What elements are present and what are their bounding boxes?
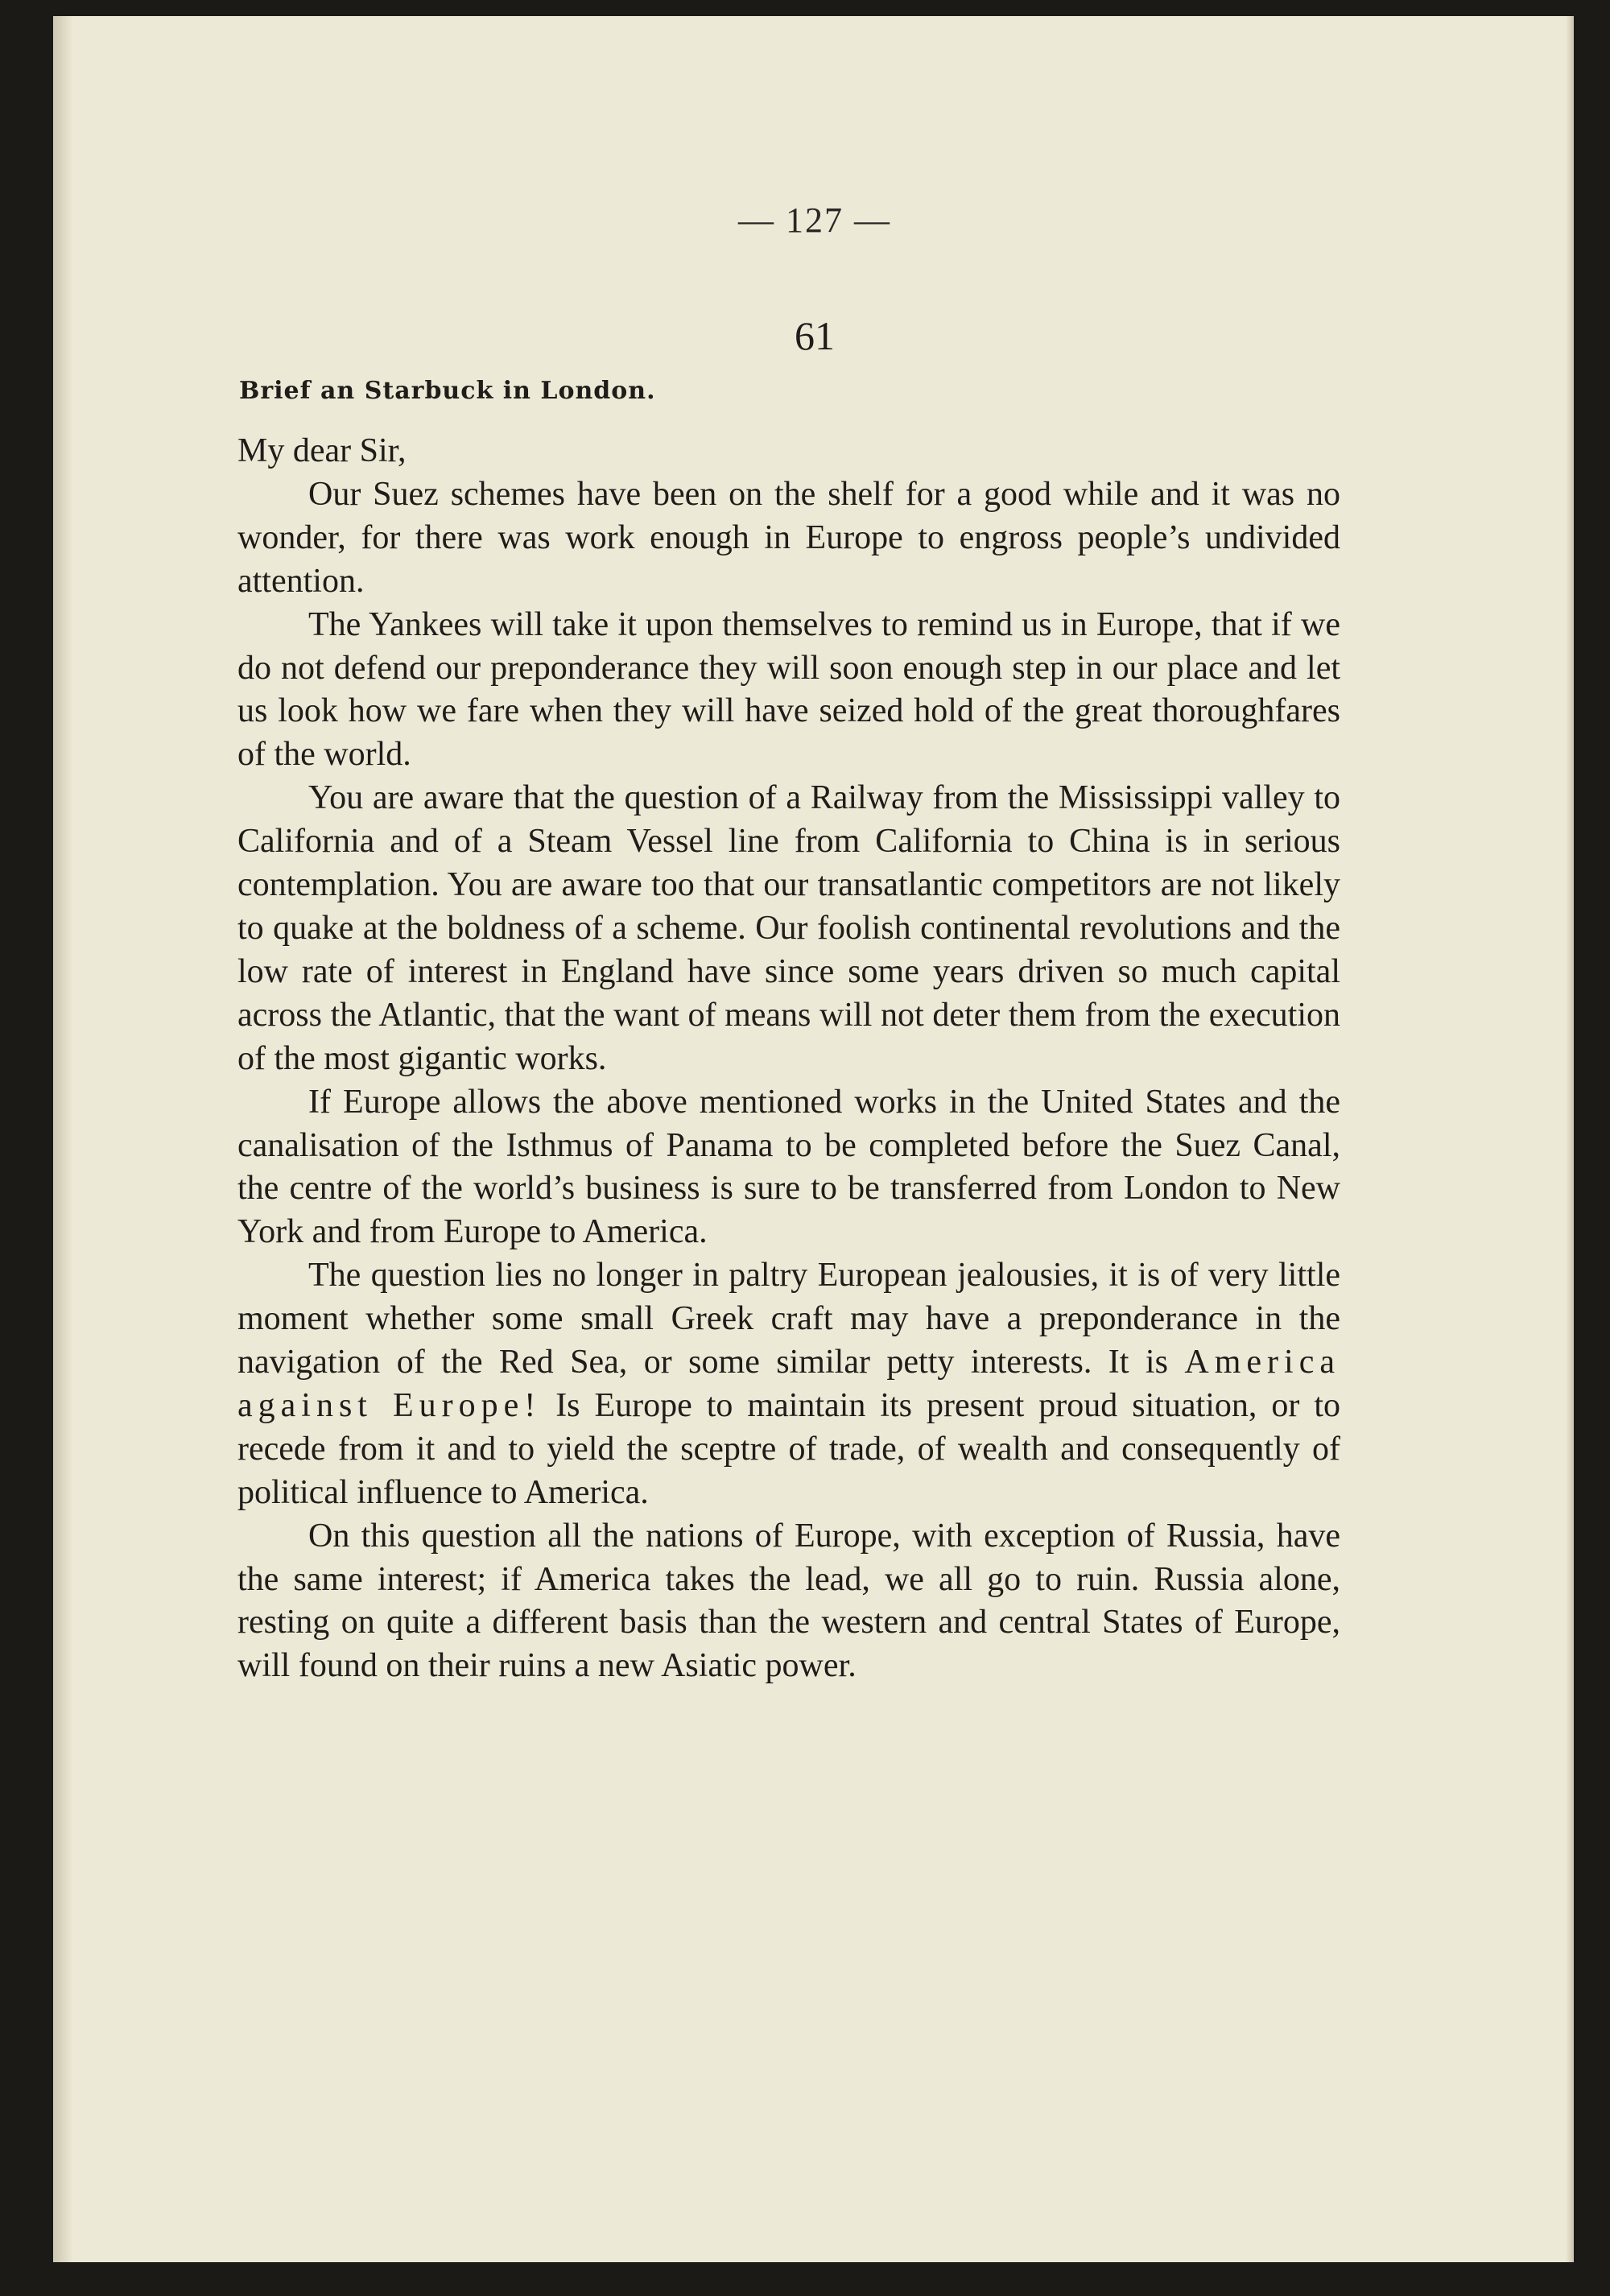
letter-body <box>237 430 1340 1688</box>
paragraph: If Europe allows the above mentioned works in the United States and the canalisation of the Isthmus of Panama to be completed before the Suez Canal, the centre of the world’s business is sure to be transferred from London to New York and from Europe to America. <box>237 1083 1340 1251</box>
salutation: My dear Sir, <box>237 432 407 469</box>
letter-number: 61 <box>795 313 835 358</box>
letter-heading: Brief an Starbuck in London. <box>239 377 656 405</box>
paragraph-text: The question lies no longer in paltry European jealousies, it is of very little moment whether some small Greek craft may have a preponderance in the navigation of the Red Sea, or some similar petty interests. It is <box>237 1257 1340 1381</box>
page-number: — 127 — <box>738 200 891 240</box>
paragraph: The Yankees will take it upon themselves to remind us in Europe, that if we do not defend our preponderance they will soon enough step in our place and let us look how we fare when they will have seized hold of the great thoroughfares of the world. <box>237 605 1340 774</box>
emphasis-text: America against Europe! <box>237 1344 1340 1424</box>
paragraph-text: Is Europe to maintain its present proud situation, or to recede from it and to yield the sceptre of trade, of wealth and consequently of political influence to America. <box>237 1386 1340 1511</box>
paragraph: On this question all the nations of Europe, with exception of Russia, have the same interest; if America takes the lead, we all go to ruin. Russia alone, resting on quite a different basis than the western and central States of Europe, will found on their ruins a new Asiatic power. <box>237 1517 1340 1685</box>
book-page <box>53 16 1574 2262</box>
paragraph: You are aware that the question of a Railway from the Mississippi valley to California and of a Steam Vessel line from California to China is in serious contemplation. You are aware too that our transatlantic competitors are not likely to quake at the boldness of a scheme. Our foolish continental revolutions and the low rate of interest in England have since some years driven so much capital across the Atlantic, that the want of means will not deter them from the execution of the most gigantic works. <box>237 779 1340 1077</box>
paragraph: Our Suez schemes have been on the shelf for a good while and it was no wonder, for there was work enough in Europe to engross people’s undivided attention. <box>237 475 1340 600</box>
paragraph <box>237 1254 1340 1514</box>
